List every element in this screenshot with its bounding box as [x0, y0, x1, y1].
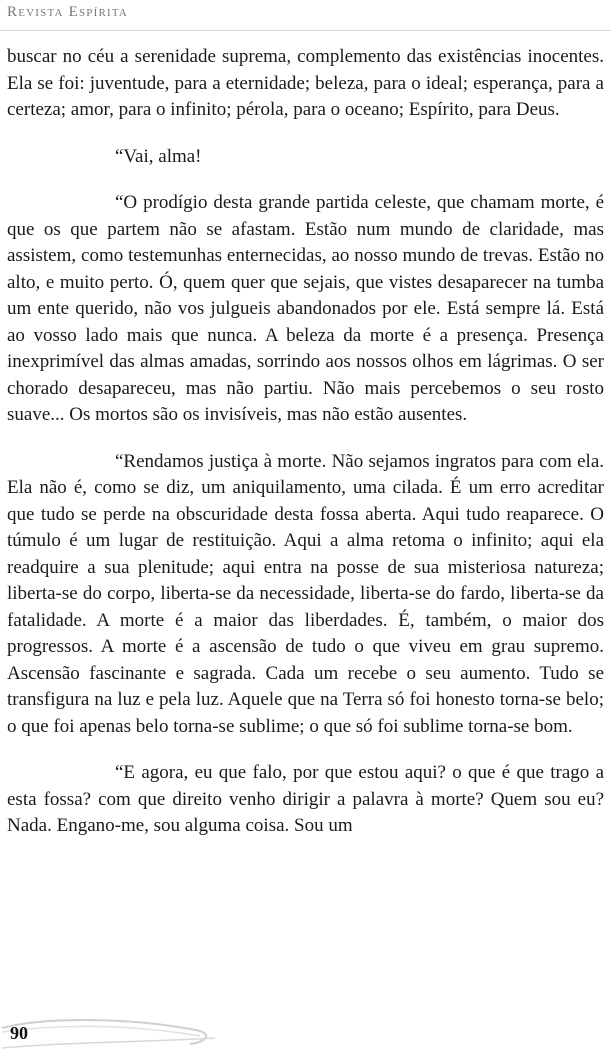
paragraph: “O prodígio desta grande partida celeste, que chamam morte, é que os que partem não se afastam. Estão num mundo de claridade, mas assistem, como testemunhas enternecidas, ao nosso mundo de trevas. Estão no alto, e muito perto. Ó, quem quer que sejais, que vistes desaparecer na tumba um ente querido, não vos julgueis abandonados por ele. Está sempre lá. Está ao vosso lado mais que nunca. A beleza da morte é a presença. Presença inexprimível das almas amadas, sorrindo aos nossos olhos em lágrimas. O ser chorado desapareceu, mas não partiu. Não mais percebemos o seu rosto suave... Os mortos são os invisíveis, mas não estão ausentes. — [7, 192, 604, 425]
page-body — [7, 44, 604, 860]
paragraph: “Rendamos justiça à morte. Não sejamos ingratos para com ela. Ela não é, como se diz, um aniquilamento, uma cilada. É um erro acreditar que tudo se perde na obscuridade desta fossa aberta. Aqui tudo reaparece. O túmulo é um lugar de restituição. Aqui a alma retoma o infinito; aqui ela readquire a sua plenitude; aqui entra na posse de sua misteriosa natureza; liberta-se do corpo, liberta-se da necessidade, liberta-se do fardo, liberta-se da fatalidade. A morte é a maior das liberdades. É, também, o maior dos progressos. A morte é a ascensão de tudo o que viveu em grau supremo. Ascensão fascinante e sagrada. Cada um recebe o seu aumento. Tudo se transfigura na luz e pela luz. Aquele que na Terra só foi honesto torna-se belo; o que foi apenas belo torna-se sublime; o que só foi sublime torna-se bom. — [7, 450, 604, 737]
footer-ornament — [0, 1012, 230, 1054]
page-number: 90 — [10, 1023, 28, 1043]
paragraph-continuation: buscar no céu a serenidade suprema, complemento das existências inocentes. Ela se foi: juventude, para a eternidade; beleza, para o ideal; esperança, para a certeza; amor, para o infinito; pérola, para o oceano; Espírito, para Deus. — [7, 46, 604, 120]
paragraph: “E agora, eu que falo, por que estou aqui? o que é que trago a esta fossa? com que direito venho dirigir a palavra à morte? Quem sou eu? Nada. Engano-me, sou alguma coisa. Sou um — [7, 762, 604, 836]
running-header: Revista Espírita — [7, 4, 129, 20]
header-divider — [0, 30, 611, 31]
paragraph: “Vai, alma! — [115, 145, 202, 167]
